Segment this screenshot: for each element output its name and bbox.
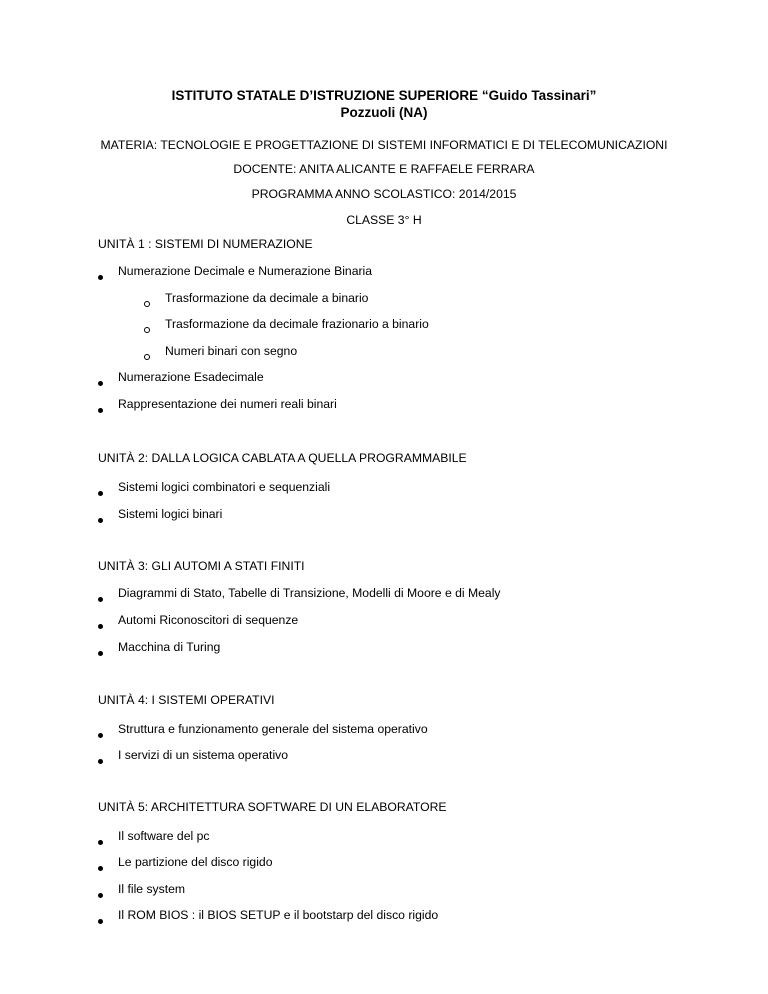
bullet-icon [98,728,103,740]
bullet-icon [98,619,103,631]
bullet-icon [98,270,103,282]
institute-city: Pozzuoli (NA) [340,105,428,120]
list-item: Struttura e funzionamento generale del sistema operativo [118,722,428,736]
circle-bullet-icon [144,350,150,362]
circle-bullet-icon [144,297,150,309]
unit-title: UNITÀ 1 : SISTEMI DI NUMERAZIONE [98,237,313,251]
unit-title: UNITÀ 2: DALLA LOGICA CABLATA A QUELLA PROGRAMMABILE [98,451,467,465]
list-item: Numerazione Decimale e Numerazione Binaria [118,264,373,278]
list-item: Il software del pc [118,829,210,843]
bullet-icon [98,754,103,766]
bullet-icon [98,888,103,900]
bullet-icon [98,513,103,525]
institute-title: ISTITUTO STATALE D’ISTRUZIONE SUPERIORE “Guido Tassinari” [171,88,597,103]
bullet-icon [98,914,103,926]
bullet-icon [98,486,103,498]
sub-list-item: Trasformazione da decimale frazionario a binario [165,317,429,331]
list-item: Macchina di Turing [118,640,221,654]
list-item: Il file system [118,882,186,896]
list-item: Il ROM BIOS : il BIOS SETUP e il bootstarp del disco rigido [118,908,439,922]
circle-bullet-icon [144,323,150,335]
unit-title: UNITÀ 5: ARCHITETTURA SOFTWARE DI UN ELABORATORE [98,800,447,814]
bullet-icon [98,861,103,873]
bullet-icon [98,646,103,658]
unit-title: UNITÀ 4: I SISTEMI OPERATIVI [98,693,275,707]
sub-list-item: Numeri binari con segno [165,344,298,358]
subject-line: MATERIA: TECNOLOGIE E PROGETTAZIONE DI SISTEMI INFORMATICI E DI TELECOMUNICAZIONI [100,138,668,152]
class-line: CLASSE 3° H [346,213,422,227]
list-item: Rappresentazione dei numeri reali binari [118,397,337,411]
program-line: PROGRAMMA ANNO SCOLASTICO: 2014/2015 [251,187,517,201]
list-item: Numerazione Esadecimale [118,370,264,384]
bullet-icon [98,835,103,847]
bullet-icon [98,403,103,415]
list-item: Diagrammi di Stato, Tabelle di Transizione, Modelli di Moore e di Mealy [118,586,501,600]
bullet-icon [98,376,103,388]
sub-list-item: Trasformazione da decimale a binario [165,291,369,305]
bullet-icon [98,592,103,604]
list-item: Sistemi logici combinatori e sequenziali [118,480,331,494]
teachers-line: DOCENTE: ANITA ALICANTE E RAFFAELE FERRARA [233,162,535,176]
list-item: Automi Riconoscitori di sequenze [118,613,299,627]
list-item: Sistemi logici binari [118,507,223,521]
unit-title: UNITÀ 3: GLI AUTOMI A STATI FINITI [98,559,305,573]
list-item: Le partizione del disco rigido [118,855,273,869]
list-item: I servizi di un sistema operativo [118,748,289,762]
